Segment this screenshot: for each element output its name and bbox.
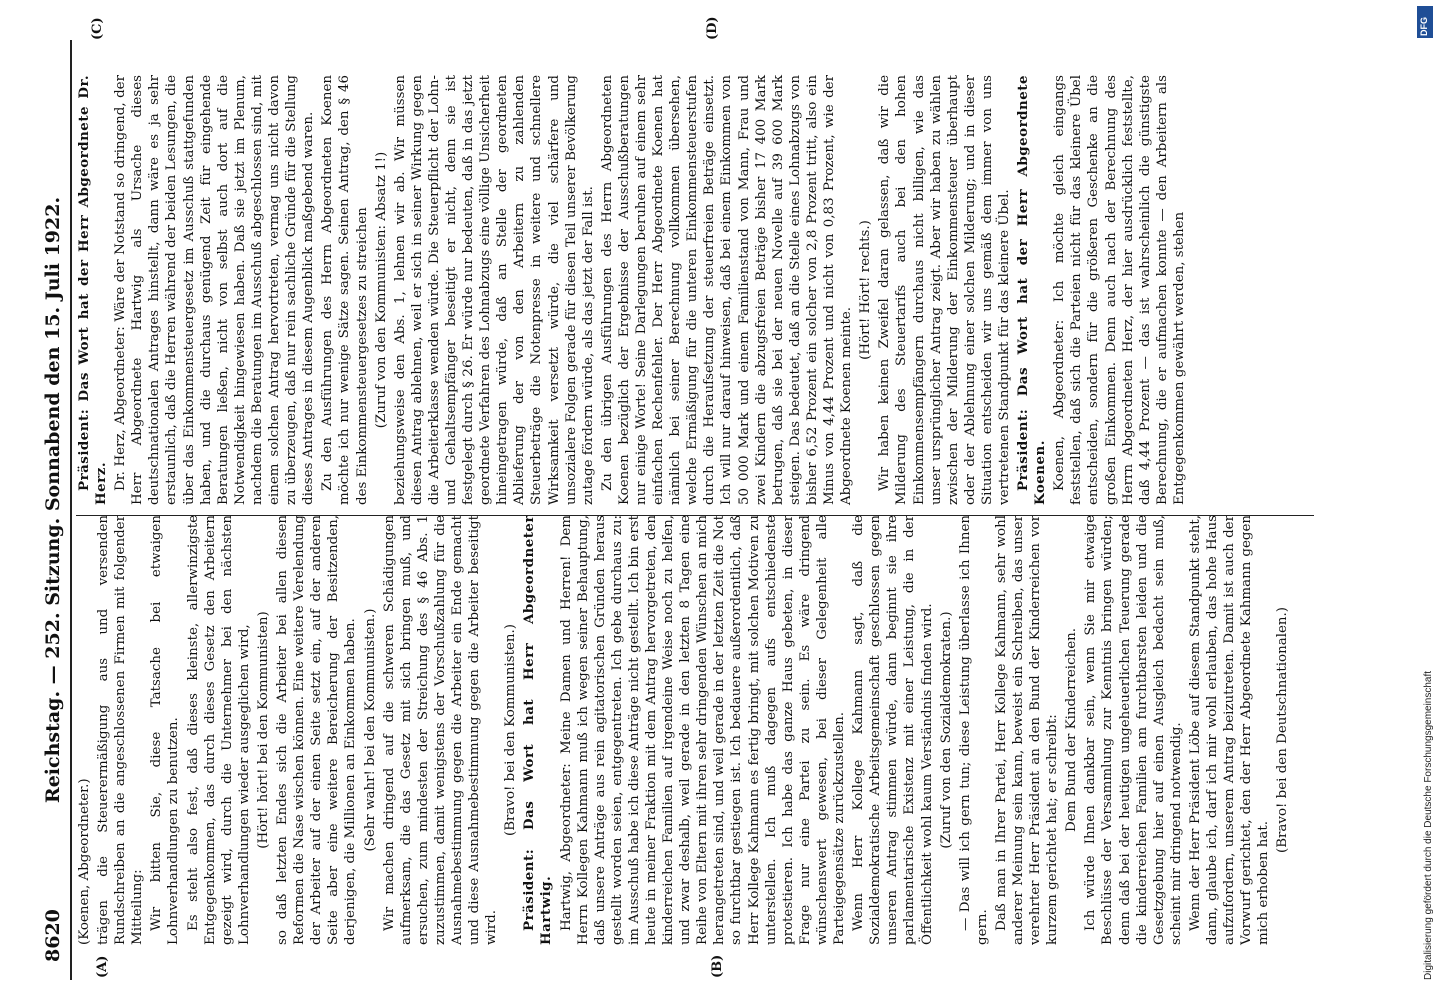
paragraph: trägen die Steuerermäßigung aus und versenden Rundschreiben an die angeschlossenen Firmen mit folgender Mitteilung:: [96, 515, 146, 945]
paragraph: Wir haben keinen Zweifel daran gelassen, daß wir die Milderung des Steuertarifs auch bei den hohen Einkommensempfängern durchaus nicht billigen, wie das unser ursprünglicher Antrag zeigt. Aber wir haben zu wählen zwischen der Milderung der Einkommensteuer überhaupt oder der Ablehnung einer solchen Milderung; und in dieser Situation entscheiden wir uns gemäß dem immer von uns vertretenen Standpunkt für das kleinere Übel.: [877, 75, 1012, 505]
paragraph: Daß man in Ihrer Partei, Herr Kollege Kahmann, sehr wohl anderer Meinung sein kann, beweist ein Schreiben, das unser verehrter Herr Präsident an den Bund der Kinderreichen vor kurzem gerichtet hat; er schreibt:: [993, 515, 1061, 945]
interjection: (Hört! hört! bei den Kommunisten): [255, 611, 271, 849]
margin-marker-a: (A): [95, 955, 110, 978]
digitization-credit: [1423, 20, 1434, 980]
page-number: 8620: [42, 909, 64, 962]
dfg-logo: [1417, 6, 1433, 38]
paragraph: Wenn Herr Kollege Kahmann sagt, daß die Sozialdemokratische Arbeitsgemeinschaft geschlossen gegen unseren Antrag stimmen würde, dann beginnt sie ihre parlamentarische Existenz mit einer Leistung, die in der Öffentlichkeit wohl kaum Verständnis finden wird.: [851, 515, 935, 945]
paragraph: Wir machen dringend auf die schweren Schädigungen aufmerksam, die das Gesetz mit sich bringen muß, und ersuchen, zum mindesten der Streichung des § 46 Abs. 1 zuzustimmen, damit wenigstens der Vorschußzahlung für die Ausnahmebestimmung gegen die Arbeiter ein Ende gemacht und diese Ausnahmebestimmung gegen die Arbeiter beseitigt wird.: [381, 515, 500, 945]
interjection: (Sehr wahr! bei den Kommunisten.): [362, 608, 378, 852]
left-column: [76, 515, 1293, 945]
interjection: (Bravo! bei den Deutschnationalen.): [1275, 606, 1291, 854]
quote-paragraph: Ich würde Ihnen dankbar sein, wenn Sie mir etwaige Beschlüsse der Versammlung zur Kenntnis bringen würden; denn daß bei der heutigen ungeheuerlichen Teuerung gerade die kinderreichen Familien am furchtbarsten leiden und die Gesetzgebung hier auf einen Ausgleich bedacht sein muß, scheint mir dringend notwendig.: [1083, 515, 1184, 945]
speaker-paragraph: Präsident: Das Wort hat der Herr Abgeordnete Dr. Herz.: [76, 75, 110, 505]
paragraph: Dr. Herz, Abgeordneter: Wäre der Notstand so dringend, der Herr Abgeordnete Hartwig als Ursache dieses deutschnationalen Antrages hinstellt, dann wäre es ja sehr erstaunlich, daß die Herren während der beiden Lesungen, die über das Einkommensteuergesetz im Ausschuß stattgefunden haben, und die durchaus genügend Zeit für eingehende Beratungen ließen, nicht von selbst auch dort auf die Notwendigkeit hingewiesen haben. Daß sie jetzt im Plenum, nachdem die Beratungen im Ausschuß abgeschlossen sind, mit einem solchen Antrag hervortreten, vermag uns nicht davon zu überzeugen, daß nur rein sachliche Gründe für die Stellung dieses Antrages in diesem Augenblick maßgebend waren.: [113, 75, 317, 505]
right-column: [76, 75, 1190, 505]
speaker-paragraph: Präsident: Das Wort hat Herr Abgeordneter Hartwig.: [521, 515, 555, 945]
dfg-logo-text: DFG: [1419, 17, 1429, 36]
speaker-paragraph: Präsident: Das Wort hat der Herr Abgeordnete Koenen.: [1015, 75, 1049, 505]
paragraph: — Das will ich gern tun; diese Leistung überlasse ich Ihnen gern.: [957, 515, 990, 945]
interjection: (Hört! Hört! rechts.): [858, 220, 874, 360]
paragraph: Zu den übrigen Ausführungen des Herrn Abgeordneten Koenen bezüglich der Ergebnisse der Ausschußberatungen nur einige Worte! Seine Darlegungen beruhen auf einem sehr einfachen Rechenfehler. Der Herr Abgeordnete Koenen hat nämlich bei seiner Berechnung vollkommen übersehen, welche Ermäßigung für die unteren Einkommensteuerstufen durch die Heraufsetzung der steuerfreien Beträge einsetzt. Ich will nur darauf hinweisen, daß bei einem Einkommen von 50 000 Mark und einem Familienstand von Mann, Frau und zwei Kindern die abzugsfreien Beträge bisher 17 400 Mark betrugen, daß sie bei der neuen Novelle auf 39 600 Mark steigen. Das bedeutet, daß an die Stelle eines Lohnabzugs von bisher 6,52 Prozent ein solcher von 2,8 Prozent tritt, also ein Minus von 4,44 Prozent und nicht von 0,83 Prozent, wie der Abgeordnete Koenen meinte.: [599, 75, 855, 505]
column-separator: [76, 515, 1314, 516]
paragraph: Wir bitten Sie, diese Tatsache bei etwaigen Lohnverhandlungen zu benutzen.: [149, 515, 182, 945]
paragraph: (Koenen, Abgeordneter.): [77, 778, 92, 945]
paragraph: beziehungsweise den Abs. 1, lehnen wir ab. Wir müssen diesen Antrag ablehnen, weil er sich in seiner Wirkung gegen die Arbeiterklasse wenden würde. Die Steuerpflicht der Lohn- und Gehaltsempfänger beseitigt er nicht, denn sie ist festgelegt durch § 26. Er würde nur bedeuten, daß in das jetzt geordnete Verfahren des Lohnabzugs eine völlige Unsicherheit hineingetragen würde, daß an Stelle der geordneten Ablieferung der von den Arbeitern zu zahlenden Steuerbeträge die Notenpresse in weitere und schnellere Wirksamkeit versetzt würde, die viel schärfere und unsozialere Folgen gerade für diesen Teil unserer Bevölkerung zutage fördern würde, als das jetzt der Fall ist.: [392, 75, 596, 505]
page-title: Reichstag. — 252. Sitzung. Sonnabend den 15. Juli 1922.: [42, 196, 64, 804]
interjection: (Zuruf von den Sozialdemokraten.): [938, 611, 954, 849]
paragraph: so daß letzten Endes sich die Arbeiter bei allen diesen Reformen die Nase wischen können. Eine weitere Verelendung der Arbeiter auf der einen Seite setzt ein, auf der anderen Seite aber eine weitere Bereicherung der Besitzenden, derjenigen, die Millionen an Einkommen haben.: [275, 515, 359, 945]
header-rule: [70, 40, 72, 980]
quote-heading: Dem Bund der Kinderreichen.: [1064, 627, 1080, 833]
interjection: (Zuruf von den Kommunisten: Absatz 1!): [373, 151, 389, 429]
margin-marker-b: (B): [710, 954, 725, 978]
paragraph: Koenen, Abgeordneter: Ich möchte gleich eingangs feststellen, daß sich die Parteien nicht für das kleinere Übel entscheiden, sondern für die größeren Geschenke an die großen Einkommen. Denn auch nach der Berechnung des Herrn Abgeordneten Herz, der hier ausdrücklich feststellte, daß 4,44 Prozent — das ist wahrscheinlich die günstigste Berechnung, die er aufmachen konnte — den Arbeitern als Entgegenkommen gewährt werden, stehen: [1052, 75, 1187, 505]
interjection: (Bravo! bei den Kommunisten.): [503, 623, 519, 837]
page-header: [42, 20, 68, 980]
margin-marker-c: (C): [90, 17, 105, 40]
paragraph: Es steht also fest, daß dieses kleinste, allerwinzigste Entgegenkommen, das durch dieses Gesetz den Arbeitern gezeigt wird, durch die Unternehmer bei den nächsten Lohnverhandlungen wieder ausgeglichen wird,: [185, 515, 252, 945]
paragraph: Zu den Ausführungen des Herrn Abgeordneten Koenen möchte ich nur wenige Sätze sagen. Seinen Antrag, den § 46 des Einkommensteuergesetzes zu streichen: [320, 75, 370, 505]
paragraph: Wenn der Herr Präsident Löbe auf diesem Standpunkt steht, dann, glaube ich, darf ich mir wohl erlauben, das hohe Haus aufzufordern, unserem Antrag beizutreten. Damit ist auch der Vorwurf gerichtet, den der Herr Abgeordnete Kahmann gegen mich erhoben hat.: [1187, 515, 1272, 945]
paragraph: Hartwig, Abgeordneter: Meine Damen und Herren! Dem Herrn Kollegen Kahmann muß ich wegen seiner Behauptung, daß unsere Anträge aus rein agitatorischen Gründen heraus gestellt worden seien, entgegentreten. Ich gebe durchaus zu: im Ausschuß habe ich diese Anträge nicht gestellt. Ich bin erst heute in meiner Fraktion mit dem Antrag hervorgetreten, den kinderreichen Familien auf irgendeine Weise noch zu helfen, und zwar deshalb, weil gerade in den letzten 8 Tagen eine Reihe von Eltern mit ihren sehr dringenden Wünschen an mich herangetreten sind, und weil gerade in der letzten Zeit die Not so furchtbar gestiegen ist. Ich bedauere außerordentlich, daß Herr Kollege Kahmann es fertig bringt, mit solchen Motiven zu unterstellen. Ich muß dagegen aufs entschiedenste protestieren. Ich habe das ganze Haus gebeten, in dieser Frage nur eine Partei zu sein. Es wäre dringend wünschenswert gewesen, bei dieser Gelegenheit alle Parteigegensätze zurückzustellen.: [558, 515, 848, 945]
margin-marker-d: (D): [705, 16, 720, 40]
credit-text: Digitalisierung gefördert durch die Deutsche Forschungsgemeinschaft: [1423, 670, 1434, 980]
